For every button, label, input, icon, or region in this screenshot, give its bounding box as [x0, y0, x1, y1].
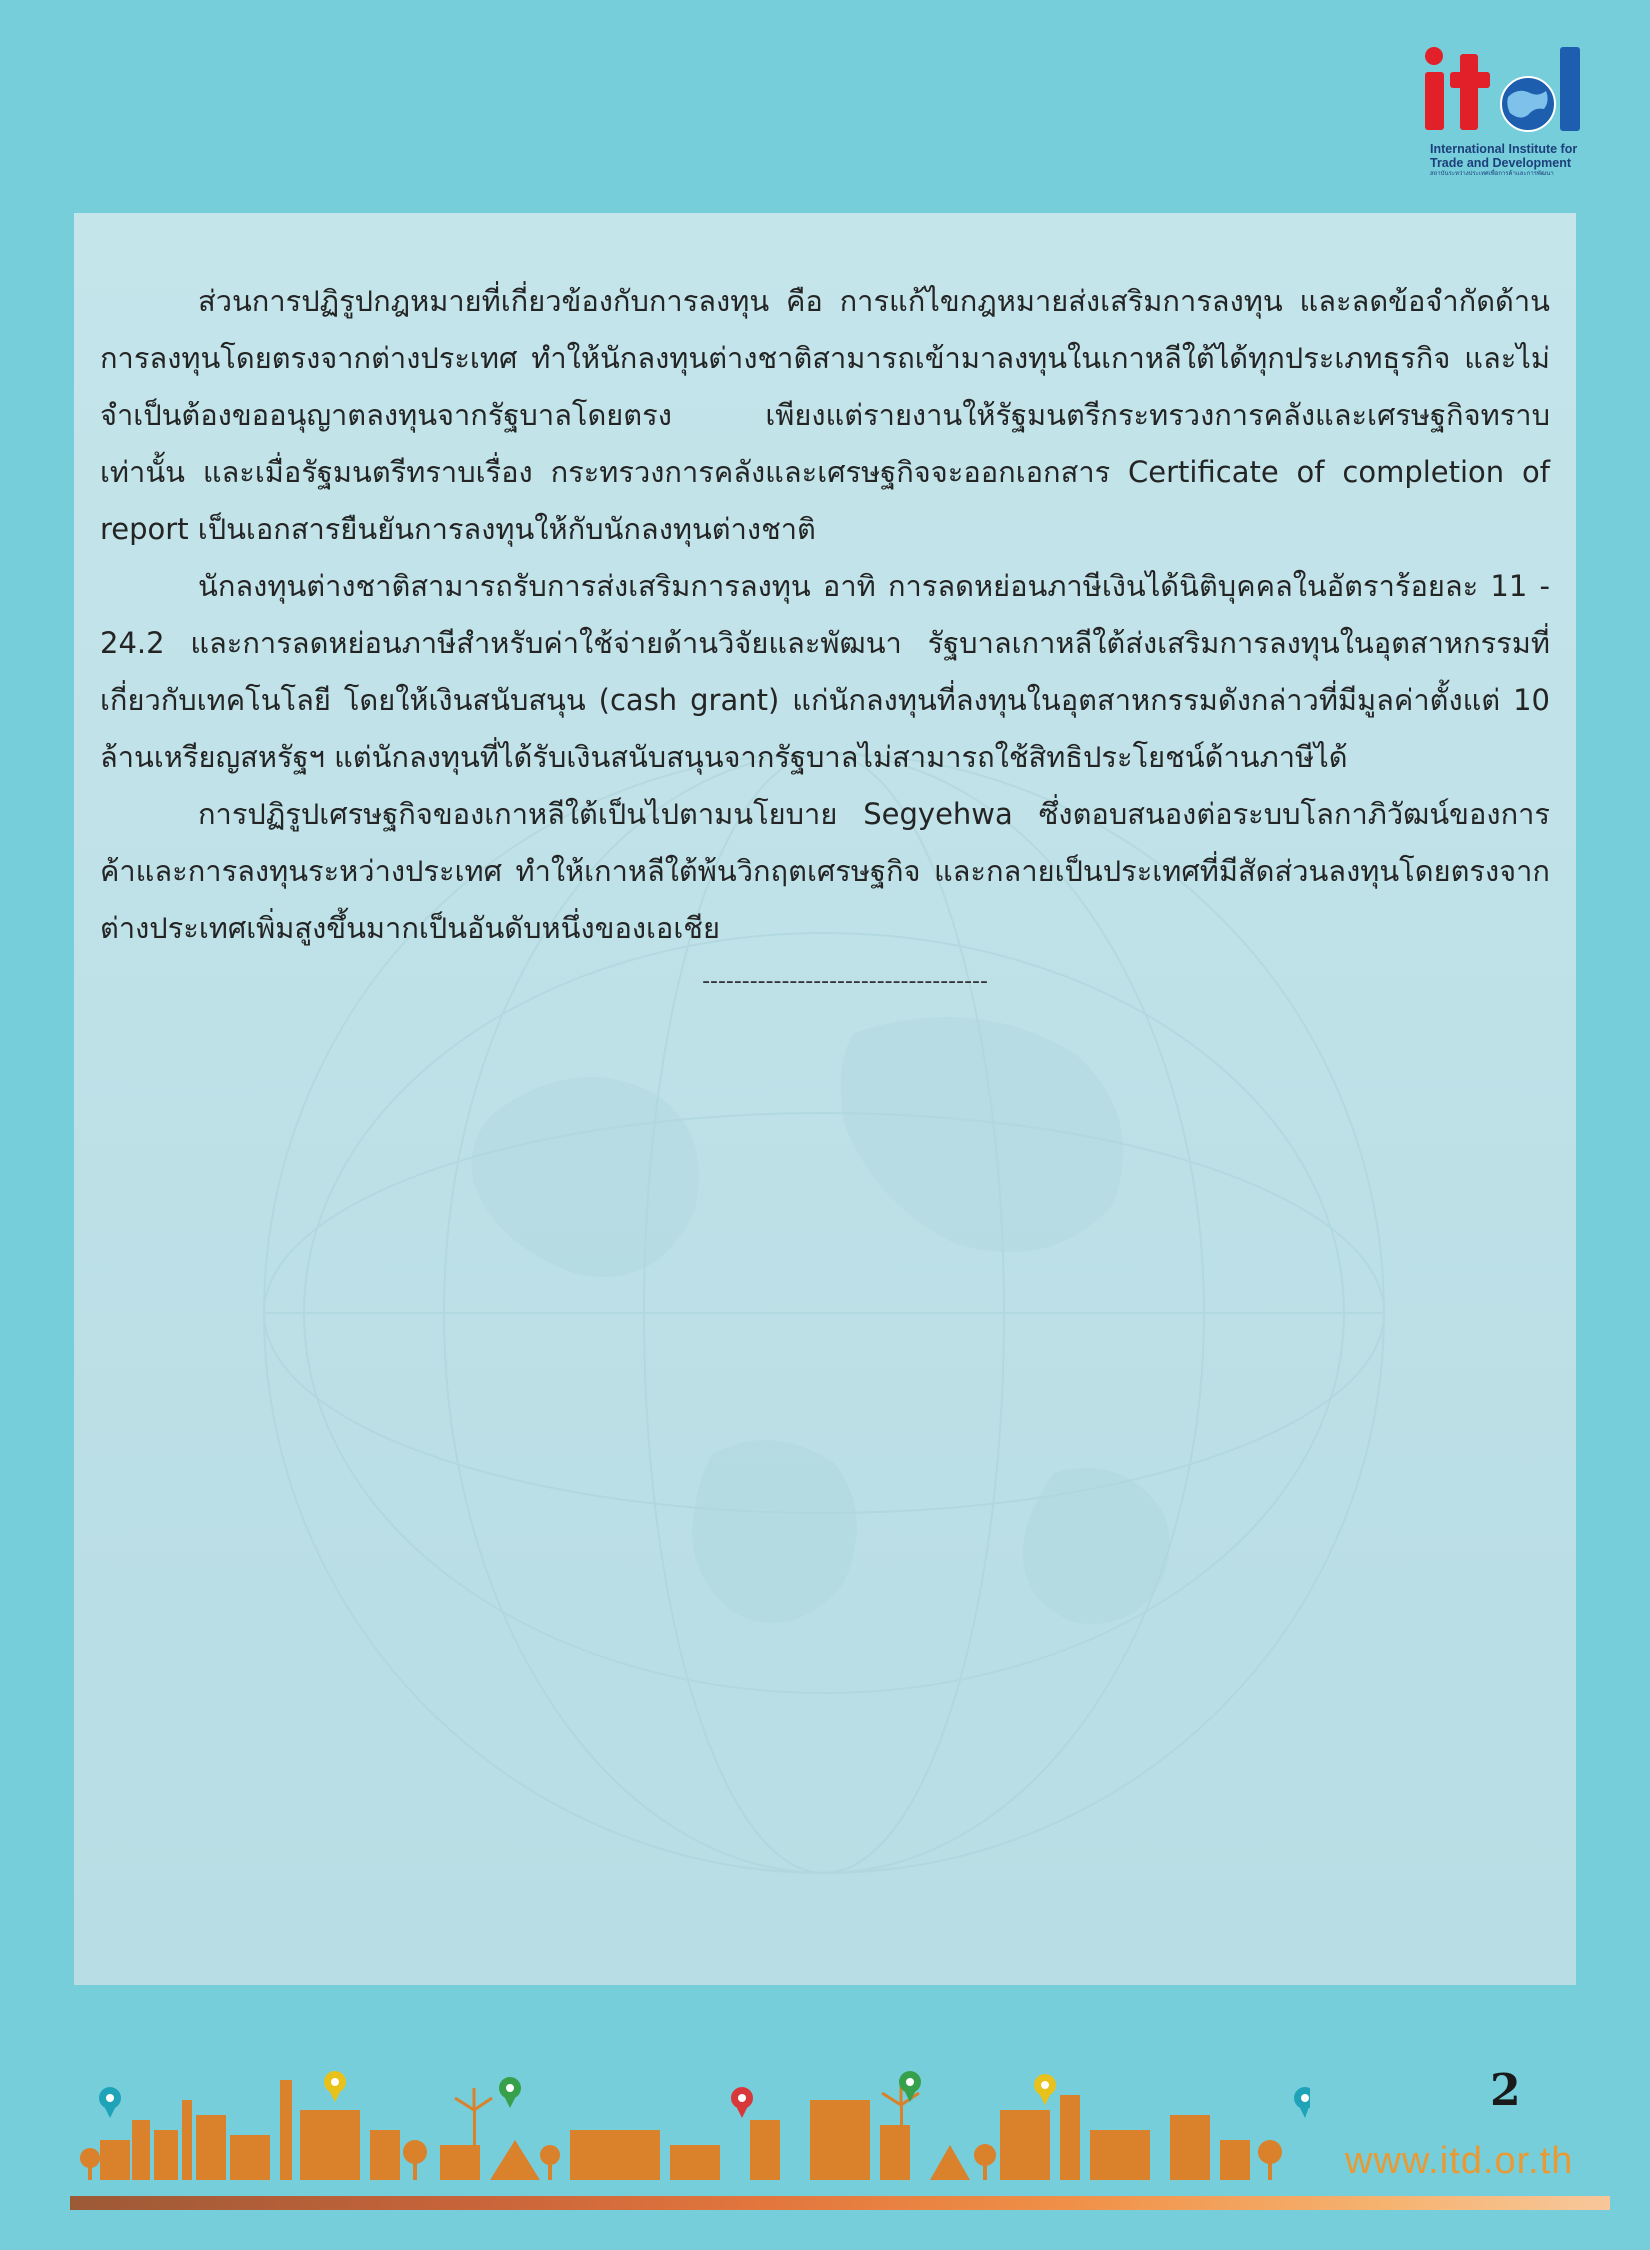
page-number: 2 — [1490, 2065, 1521, 2116]
map-pin-icon — [499, 2077, 521, 2108]
section-divider: ------------------------------------ — [702, 969, 988, 994]
footer-color-bar — [70, 2196, 1610, 2210]
globe-icon — [1501, 77, 1555, 131]
map-pin-icon — [1034, 2074, 1056, 2105]
logo-line3: สถาบันระหว่างประเทศเพื่อการค้าและการพัฒนา — [1430, 171, 1554, 177]
paragraph: การปฏิรูปเศรษฐกิจของเกาหลีใต้เป็นไปตามนโยบาย Segyehwa ซึ่งตอบสนองต่อระบบโลกาภิวัฒน์ของการค้าและการลงทุนระหว่างประเทศ ทำให้เกาหลีใต้พ้นวิกฤตเศรษฐกิจ และกลายเป็นประเทศที่มีสัดส่วนลงทุนโดยตรงจากต่างประเทศเพิ่มสูงขึ้นมากเป็นอันดับหนึ่งของเอเชีย — [100, 797, 1550, 945]
map-pin-icon — [731, 2087, 753, 2118]
city-skyline-illustration — [70, 2060, 1310, 2180]
map-pin-icon — [1294, 2087, 1310, 2118]
website-url: www.itd.or.th — [1345, 2140, 1574, 2182]
map-pin-icon — [324, 2071, 346, 2102]
paragraph: นักลงทุนต่างชาติสามารถรับการส่งเสริมการลงทุน อาทิ การลดหย่อนภาษีเงินได้นิติบุคคลในอัตราร้อยละ 11 - 24.2 และการลดหย่อนภาษีสำหรับค่าใช้จ่ายด้านวิจัยและพัฒนา รัฐบาลเกาหลีใต้ส่งเสริมการลงทุนในอุตสาหกรรมที่เกี่ยวกับเทคโนโลยี โดยให้เงินสนับสนุน (cash grant) แก่นักลงทุนที่ลงทุนในอุตสาหกรรมดังกล่าวที่มีมูลค่าตั้งแต่ 10 ล้านเหรียญสหรัฐฯ แต่นักลงทุนที่ได้รับเงินสนับสนุนจากรัฐบาลไม่สามารถใช้สิทธิประโยชน์ด้านภาษีได้ — [100, 569, 1550, 774]
paragraph: ส่วนการปฏิรูปกฎหมายที่เกี่ยวข้องกับการลงทุน คือ การแก้ไขกฎหมายส่งเสริมการลงทุน และลดข้อจำกัดด้านการลงทุนโดยตรงจากต่างประเทศ ทำให้นักลงทุนต่างชาติสามารถเข้ามาลงทุนในเกาหลีใต้ได้ทุกประเภทธุรกิจ และไม่จำเป็นต้องขออนุญาตลงทุนจากรัฐบาลโดยตรง เพียงแต่รายงานให้รัฐมนตรีกระทรวงการคลังและเศรษฐกิจทราบเท่านั้น และเมื่อรัฐมนตรีทราบเรื่อง กระทรวงการคลังและเศรษฐกิจจะออกเอกสาร Certificate of completion of report เป็นเอกสารยืนยันการลงทุนให้กับนักลงทุนต่างชาติ — [100, 284, 1550, 546]
logo-caption — [1430, 142, 1600, 178]
map-pin-icon — [99, 2087, 121, 2118]
itd-logo-mark — [1420, 42, 1595, 142]
article-body — [100, 273, 1550, 997]
content-panel — [74, 213, 1576, 1985]
logo-line2: Trade and Development — [1430, 156, 1572, 170]
itd-logo — [1420, 42, 1600, 192]
logo-line1: International Institute for — [1430, 142, 1578, 156]
